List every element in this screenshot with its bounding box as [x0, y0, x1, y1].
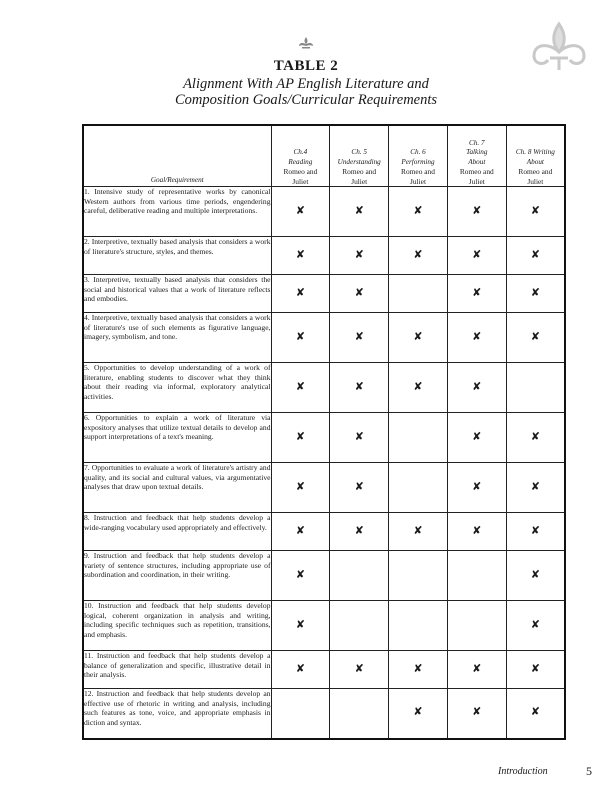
table-row	[83, 237, 565, 275]
table-title-line-1: Alignment With AP English Literature and	[183, 76, 429, 92]
chapter-sub-line: Romeo and	[518, 167, 553, 177]
x-mark-icon: ✘	[354, 380, 364, 393]
check-mark-cell	[447, 651, 506, 689]
check-mark-cell	[330, 313, 389, 363]
table-row	[83, 275, 565, 313]
chapter-name-line: Ch. 7	[469, 138, 485, 147]
check-mark-cell	[330, 513, 389, 551]
x-mark-icon: ✘	[413, 524, 423, 537]
alignment-table	[82, 124, 566, 740]
chapter-sub-line: Juliet	[409, 176, 426, 186]
empty-mark-cell	[330, 689, 389, 739]
check-mark-cell	[447, 513, 506, 551]
x-mark-icon: ✘	[354, 286, 364, 299]
chapter-name-line: Ch. 8 Writing	[515, 148, 555, 157]
check-mark-cell	[271, 237, 330, 275]
x-mark-icon: ✘	[413, 248, 423, 261]
check-mark-cell	[330, 651, 389, 689]
footer-section-title: Introduction	[498, 766, 548, 777]
check-mark-cell	[506, 513, 565, 551]
table-header-row	[83, 125, 565, 187]
x-mark-icon: ✘	[530, 430, 540, 443]
x-mark-icon: ✘	[472, 662, 482, 675]
x-mark-icon: ✘	[354, 204, 364, 217]
check-mark-cell	[506, 463, 565, 513]
x-mark-icon: ✘	[295, 204, 305, 217]
x-mark-icon: ✘	[413, 204, 423, 217]
x-mark-icon: ✘	[413, 380, 423, 393]
goal-cell: 11. Instruction and feedback that help students develop a balance of generalization and specific, illustrative detail in their analysis.	[83, 651, 271, 689]
check-mark-cell	[271, 187, 330, 237]
chapter-column-header	[330, 125, 389, 187]
chapter-name-line: About	[526, 157, 544, 166]
check-mark-cell	[389, 363, 448, 413]
table-row	[83, 689, 565, 739]
x-mark-icon: ✘	[295, 568, 305, 581]
x-mark-icon: ✘	[530, 204, 540, 217]
check-mark-cell	[447, 413, 506, 463]
goal-column-header: Goal/Requirement	[83, 125, 271, 187]
check-mark-cell	[271, 413, 330, 463]
x-mark-icon: ✘	[354, 662, 364, 675]
x-mark-icon: ✘	[530, 330, 540, 343]
x-mark-icon: ✘	[295, 524, 305, 537]
check-mark-cell	[271, 601, 330, 651]
table-row	[83, 551, 565, 601]
table-row	[83, 187, 565, 237]
table-title-line-2: Composition Goals/Curricular Requirements	[174, 92, 438, 108]
x-mark-icon: ✘	[530, 524, 540, 537]
empty-mark-cell	[389, 463, 448, 513]
x-mark-icon: ✘	[472, 286, 482, 299]
check-mark-cell	[447, 689, 506, 739]
chapter-sub-line: Juliet	[527, 176, 544, 186]
check-mark-cell	[506, 413, 565, 463]
table-row	[83, 313, 565, 363]
empty-mark-cell	[330, 551, 389, 601]
check-mark-cell	[506, 187, 565, 237]
x-mark-icon: ✘	[472, 430, 482, 443]
check-mark-cell	[389, 237, 448, 275]
table-row	[83, 463, 565, 513]
check-mark-cell	[330, 363, 389, 413]
goal-cell: 8. Instruction and feedback that help students develop a wide-ranging vocabulary used appropriately and effectively.	[83, 513, 271, 551]
chapter-sub-line: Juliet	[351, 176, 368, 186]
x-mark-icon: ✘	[295, 480, 305, 493]
empty-mark-cell	[271, 689, 330, 739]
x-mark-icon: ✘	[354, 330, 364, 343]
check-mark-cell	[271, 551, 330, 601]
goal-cell: 2. Interpretive, textually based analysis that considers a work of literature's structure, styles, and themes.	[83, 237, 271, 275]
x-mark-icon: ✘	[530, 618, 540, 631]
empty-mark-cell	[389, 551, 448, 601]
x-mark-icon: ✘	[472, 204, 482, 217]
check-mark-cell	[389, 651, 448, 689]
fleur-ornament-icon	[296, 36, 316, 50]
table-body	[83, 187, 565, 739]
goal-cell: 9. Instruction and feedback that help students develop a variety of sentence structures, including appropriate use of subordination and coordination, in their writing.	[83, 551, 271, 601]
table-row	[83, 651, 565, 689]
check-mark-cell	[506, 601, 565, 651]
page-number: 5	[586, 764, 592, 778]
check-mark-cell	[330, 463, 389, 513]
table-row	[83, 601, 565, 651]
check-mark-cell	[447, 275, 506, 313]
chapter-name-line: Reading	[288, 157, 313, 166]
check-mark-cell	[447, 237, 506, 275]
x-mark-icon: ✘	[530, 286, 540, 299]
x-mark-icon: ✘	[295, 618, 305, 631]
x-mark-icon: ✘	[472, 248, 482, 261]
x-mark-icon: ✘	[472, 706, 482, 719]
goal-cell: 10. Instruction and feedback that help students develop logical, coherent organization in analysis and writing, including specific techniques such as repetition, transitions, and emphasis.	[83, 601, 271, 651]
goal-cell: 3. Interpretive, textually based analysis that considers the social and historical values that a work of literature reflects and embodies.	[83, 275, 271, 313]
check-mark-cell	[271, 513, 330, 551]
empty-mark-cell	[506, 363, 565, 413]
check-mark-cell	[506, 689, 565, 739]
goal-cell: 4. Interpretive, textually based analysis that considers a work of literature's use of such elements as figurative language, imagery, symbolism, and tone.	[83, 313, 271, 363]
chapter-sub-line: Juliet	[292, 176, 309, 186]
x-mark-icon: ✘	[472, 480, 482, 493]
goal-cell: 5. Opportunities to develop understanding of a work of literature, enabling students to discover what they think about their reading via informal, exploratory analytical activities.	[83, 363, 271, 413]
check-mark-cell	[506, 551, 565, 601]
chapter-column-header	[447, 125, 506, 187]
goal-cell: 6. Opportunities to explain a work of literature via expository analyses that utilize textual details to develop and support interpretations of a text's meaning.	[83, 413, 271, 463]
goal-cell: 7. Opportunities to evaluate a work of literature's artistry and quality, and its social and cultural values, via argumentative analyses that draw upon textual details.	[83, 463, 271, 513]
table-title	[0, 76, 612, 108]
check-mark-cell	[447, 313, 506, 363]
chapter-column-header	[271, 125, 330, 187]
chapter-name-line: Talking	[466, 148, 488, 157]
chapter-column-header	[389, 125, 448, 187]
empty-mark-cell	[389, 601, 448, 651]
empty-mark-cell	[447, 551, 506, 601]
x-mark-icon: ✘	[295, 330, 305, 343]
empty-mark-cell	[389, 275, 448, 313]
x-mark-icon: ✘	[472, 524, 482, 537]
x-mark-icon: ✘	[295, 248, 305, 261]
x-mark-icon: ✘	[530, 480, 540, 493]
chapter-name-line: Ch. 5	[351, 148, 367, 157]
x-mark-icon: ✘	[354, 248, 364, 261]
chapter-column-header	[506, 125, 565, 187]
chapter-name-line: Ch.4	[293, 148, 308, 157]
chapter-name-line: Understanding	[337, 157, 381, 166]
empty-mark-cell	[389, 413, 448, 463]
check-mark-cell	[447, 463, 506, 513]
check-mark-cell	[506, 237, 565, 275]
check-mark-cell	[506, 651, 565, 689]
x-mark-icon: ✘	[472, 330, 482, 343]
check-mark-cell	[271, 463, 330, 513]
table-row	[83, 513, 565, 551]
check-mark-cell	[389, 513, 448, 551]
x-mark-icon: ✘	[295, 430, 305, 443]
x-mark-icon: ✘	[413, 706, 423, 719]
x-mark-icon: ✘	[295, 662, 305, 675]
table-row	[83, 363, 565, 413]
empty-mark-cell	[330, 601, 389, 651]
x-mark-icon: ✘	[530, 568, 540, 581]
check-mark-cell	[447, 363, 506, 413]
x-mark-icon: ✘	[530, 706, 540, 719]
check-mark-cell	[330, 187, 389, 237]
table-row	[83, 413, 565, 463]
x-mark-icon: ✘	[413, 662, 423, 675]
chapter-sub-line: Romeo and	[401, 167, 435, 177]
goal-cell: 1. Intensive study of representative works by canonical Western authors from various time periods, engendering careful, deliberative reading and multiple interpretations.	[83, 187, 271, 237]
check-mark-cell	[271, 363, 330, 413]
check-mark-cell	[330, 237, 389, 275]
x-mark-icon: ✘	[530, 662, 540, 675]
x-mark-icon: ✘	[354, 480, 364, 493]
check-mark-cell	[271, 313, 330, 363]
check-mark-cell	[447, 187, 506, 237]
empty-mark-cell	[447, 601, 506, 651]
chapter-sub-line: Juliet	[468, 176, 485, 186]
check-mark-cell	[389, 689, 448, 739]
x-mark-icon: ✘	[472, 380, 482, 393]
goal-cell: 12. Instruction and feedback that help students develop an effective use of rhetoric in writing and analysis, including such features as tone, voice, and appropriate emphasis in diction and syntax.	[83, 689, 271, 739]
x-mark-icon: ✘	[354, 430, 364, 443]
chapter-name-line: Ch. 6	[410, 148, 426, 157]
check-mark-cell	[330, 275, 389, 313]
x-mark-icon: ✘	[295, 380, 305, 393]
table-label: TABLE 2	[273, 58, 339, 74]
check-mark-cell	[506, 275, 565, 313]
check-mark-cell	[389, 187, 448, 237]
x-mark-icon: ✘	[530, 248, 540, 261]
chapter-name-line: Performing	[401, 157, 435, 166]
check-mark-cell	[330, 413, 389, 463]
chapter-sub-line: Romeo and	[283, 167, 318, 177]
x-mark-icon: ✘	[413, 330, 423, 343]
x-mark-icon: ✘	[295, 286, 305, 299]
chapter-sub-line: Romeo and	[342, 167, 377, 177]
chapter-name-line: About	[468, 157, 486, 166]
check-mark-cell	[389, 313, 448, 363]
check-mark-cell	[271, 275, 330, 313]
x-mark-icon: ✘	[354, 524, 364, 537]
check-mark-cell	[506, 313, 565, 363]
chapter-sub-line: Romeo and	[459, 167, 494, 177]
check-mark-cell	[271, 651, 330, 689]
